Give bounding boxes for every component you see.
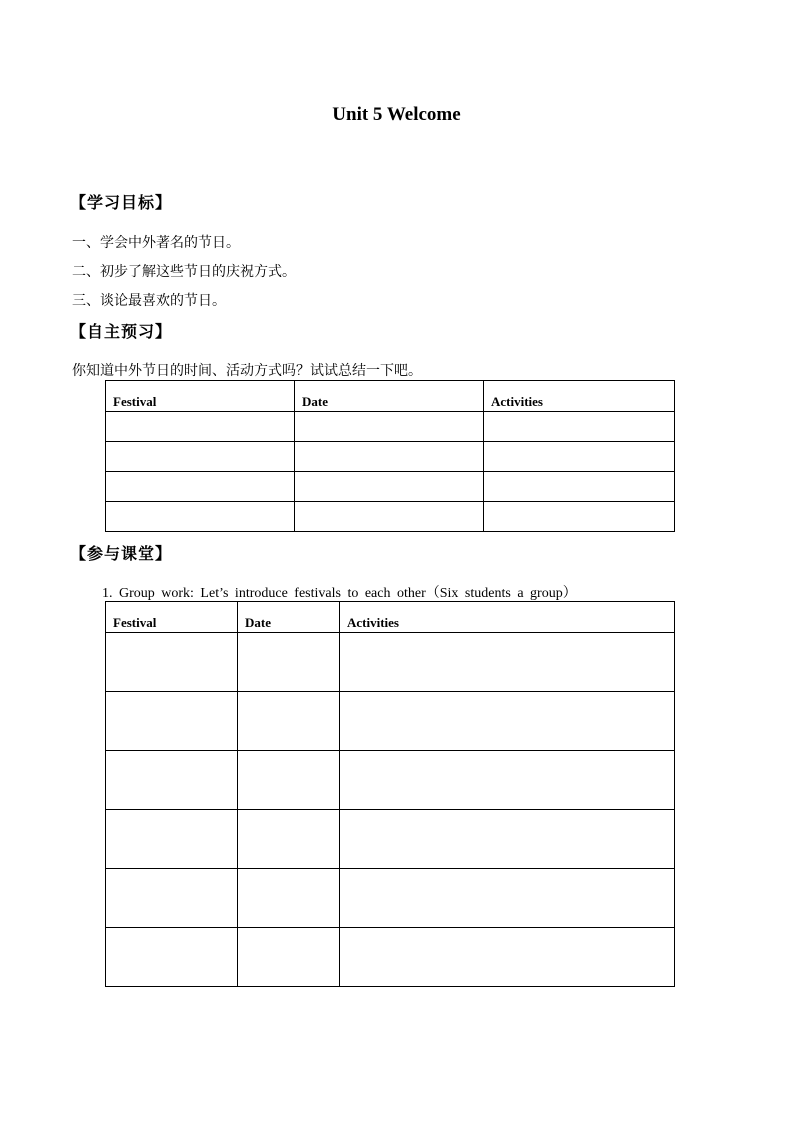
table-header-row bbox=[106, 381, 675, 412]
table-cell[interactable] bbox=[106, 412, 295, 442]
header-festival: Festival bbox=[106, 381, 295, 412]
table-cell[interactable] bbox=[295, 442, 484, 472]
table-cell[interactable] bbox=[238, 692, 340, 751]
group-work-table bbox=[105, 601, 675, 987]
table-cell[interactable] bbox=[340, 633, 675, 692]
header-date: Date bbox=[295, 381, 484, 412]
table-cell[interactable] bbox=[106, 472, 295, 502]
table-cell[interactable] bbox=[340, 869, 675, 928]
table-cell[interactable] bbox=[295, 412, 484, 442]
group-work-task: 1. Group work: Let’s introduce festivals to each other（Six students a group） bbox=[102, 586, 577, 601]
table-cell[interactable] bbox=[106, 502, 295, 532]
table-cell[interactable] bbox=[340, 692, 675, 751]
table-cell[interactable] bbox=[238, 633, 340, 692]
table-cell[interactable] bbox=[295, 472, 484, 502]
table-cell[interactable] bbox=[340, 751, 675, 810]
table-cell[interactable] bbox=[238, 869, 340, 928]
table-row bbox=[106, 692, 675, 751]
header-activities: Activities bbox=[484, 381, 675, 412]
table-row bbox=[106, 869, 675, 928]
table-cell[interactable] bbox=[238, 928, 340, 987]
table-cell[interactable] bbox=[106, 633, 238, 692]
table-cell[interactable] bbox=[106, 442, 295, 472]
table-cell[interactable] bbox=[106, 692, 238, 751]
table-cell[interactable] bbox=[106, 751, 238, 810]
classroom-heading: 【参与课堂】 bbox=[70, 544, 173, 563]
table-row bbox=[106, 633, 675, 692]
table-cell[interactable] bbox=[238, 751, 340, 810]
objective-item-2: 二、初步了解这些节日的庆祝方式。 bbox=[72, 264, 296, 280]
table-row bbox=[106, 751, 675, 810]
preview-table bbox=[105, 380, 675, 532]
table-header-row bbox=[106, 602, 675, 633]
table-cell[interactable] bbox=[340, 928, 675, 987]
preview-heading: 【自主预习】 bbox=[70, 322, 173, 341]
table-cell[interactable] bbox=[106, 928, 238, 987]
table-cell[interactable] bbox=[238, 810, 340, 869]
table-cell[interactable] bbox=[340, 810, 675, 869]
table-cell[interactable] bbox=[484, 412, 675, 442]
table-cell[interactable] bbox=[106, 810, 238, 869]
preview-prompt: 你知道中外节日的时间、活动方式吗？试试总结一下吧。 bbox=[72, 363, 422, 379]
objectives-heading: 【学习目标】 bbox=[70, 193, 173, 212]
table-cell[interactable] bbox=[484, 472, 675, 502]
table-row bbox=[106, 810, 675, 869]
table-row bbox=[106, 472, 675, 502]
table-cell[interactable] bbox=[484, 502, 675, 532]
objective-item-3: 三、谈论最喜欢的节日。 bbox=[72, 293, 226, 309]
page-title: Unit 5 Welcome bbox=[332, 104, 461, 125]
objective-item-1: 一、学会中外著名的节日。 bbox=[72, 235, 240, 251]
header-activities: Activities bbox=[340, 602, 675, 633]
table-cell[interactable] bbox=[295, 502, 484, 532]
table-row bbox=[106, 928, 675, 987]
table-row bbox=[106, 502, 675, 532]
table-row bbox=[106, 442, 675, 472]
header-festival: Festival bbox=[106, 602, 238, 633]
table-row bbox=[106, 412, 675, 442]
header-date: Date bbox=[238, 602, 340, 633]
table-cell[interactable] bbox=[484, 442, 675, 472]
table-cell[interactable] bbox=[106, 869, 238, 928]
